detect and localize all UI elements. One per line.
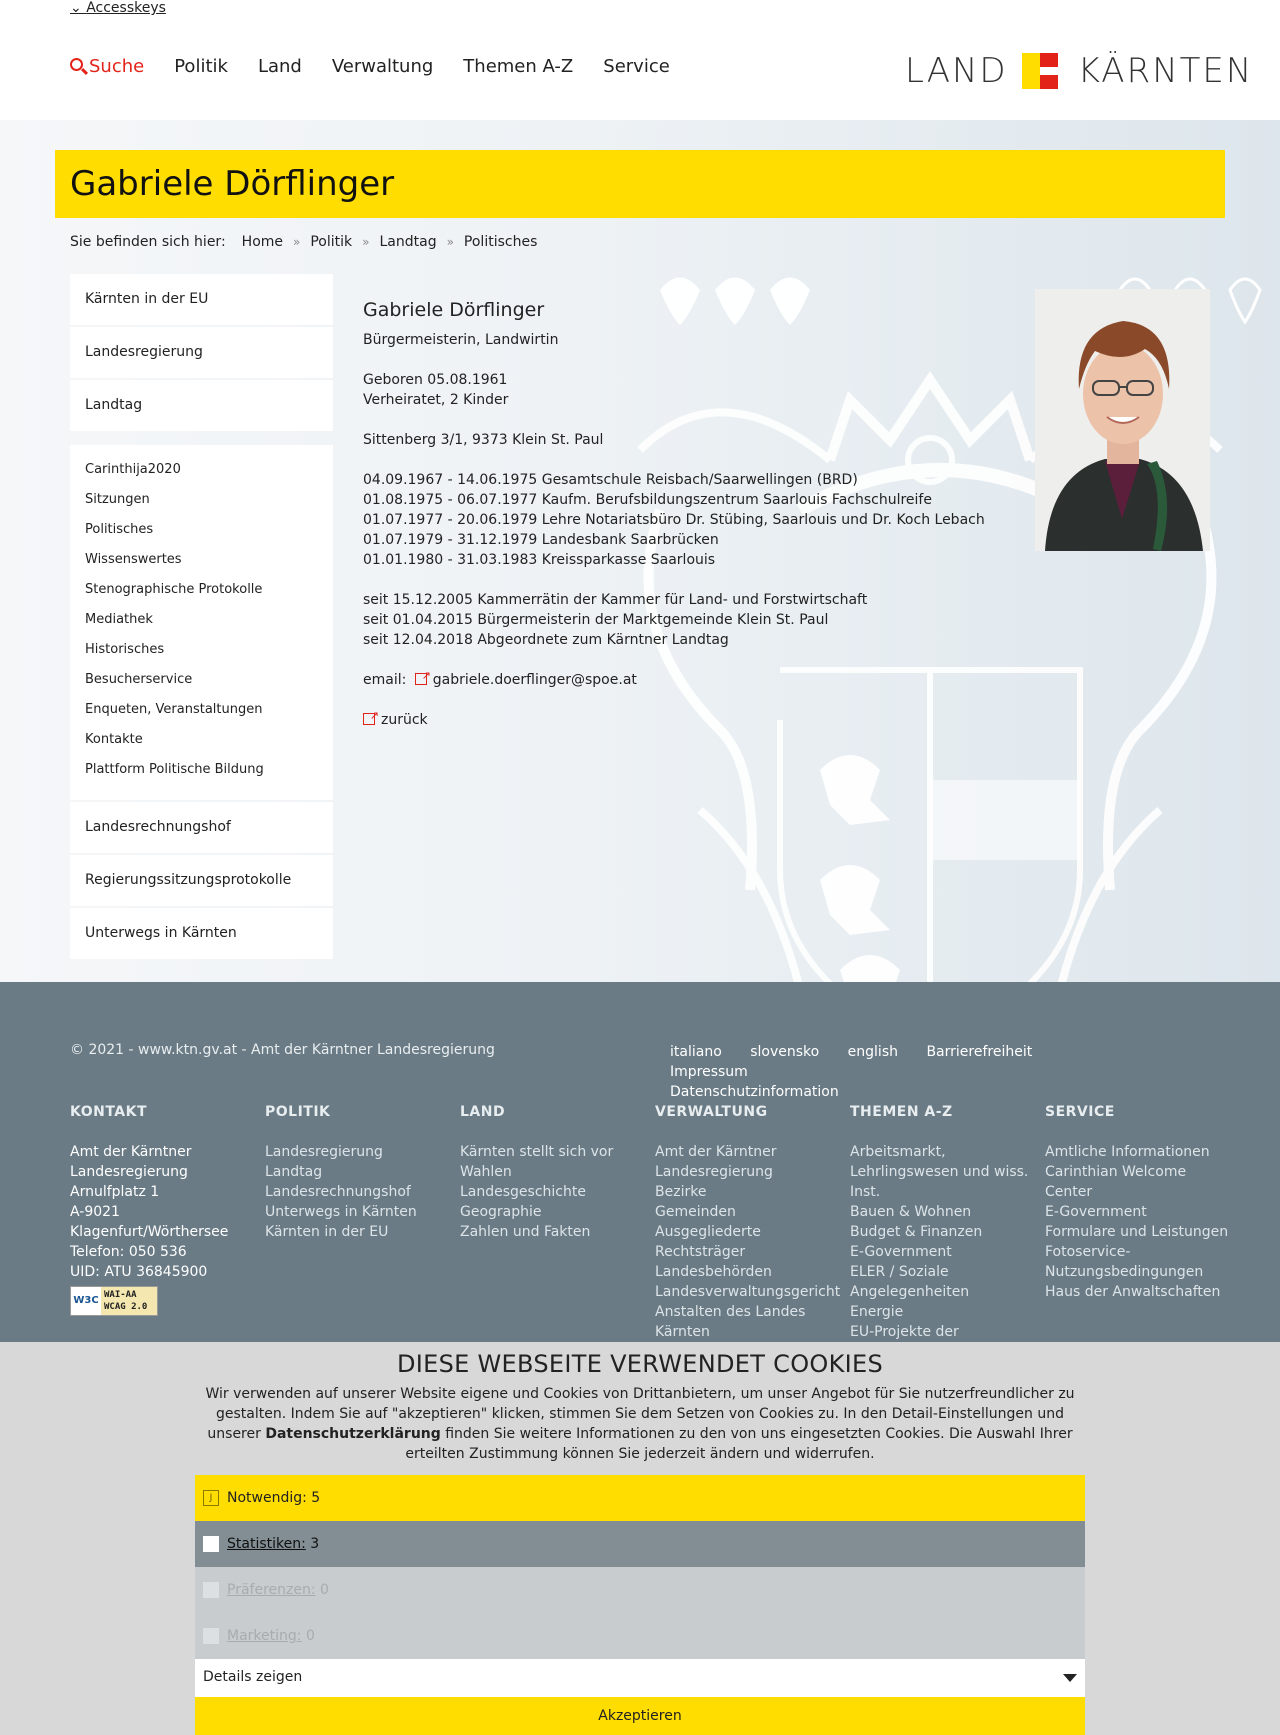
chevron-down-icon: ⌄ xyxy=(70,0,87,16)
footer-column-kontakt xyxy=(70,1102,250,1316)
nav-item-politik[interactable]: Politik xyxy=(174,56,228,77)
footer-link[interactable]: Formulare und Leistungen xyxy=(1045,1224,1229,1240)
footer-link[interactable]: Ausgegliederte Rechtsträger xyxy=(655,1224,761,1260)
footer-link[interactable]: Carinthian Welcome Center xyxy=(1045,1164,1187,1200)
sidebar-item-unterwegs[interactable]: Unterwegs in Kärnten xyxy=(70,908,333,959)
accept-button[interactable]: Akzeptieren xyxy=(195,1697,1085,1735)
footer-link[interactable]: Gemeinden xyxy=(655,1204,736,1220)
profile-name: Gabriele Dörflinger xyxy=(363,299,545,321)
accesskeys-label: Accesskeys xyxy=(86,0,166,16)
external-link-icon xyxy=(363,713,375,725)
breadcrumb-politisches[interactable]: Politisches xyxy=(463,234,538,250)
footer-link[interactable]: Anstalten des Landes Kärnten xyxy=(655,1304,806,1340)
sidebar-subitem-mediathek[interactable]: Mediathek xyxy=(85,612,153,627)
cookie-category-marketing[interactable] xyxy=(195,1613,1085,1659)
cookie-category-label: Statistiken: xyxy=(227,1536,306,1552)
caret-down-icon xyxy=(1063,1674,1077,1682)
nav-search[interactable] xyxy=(70,56,144,77)
footer-link[interactable]: Wahlen xyxy=(460,1164,512,1180)
footer-link-label: Impressum xyxy=(670,1064,748,1080)
footer-link[interactable]: Landesverwaltungsgericht xyxy=(655,1284,841,1300)
footer-link[interactable]: Haus der Anwaltschaften xyxy=(1045,1284,1221,1300)
footer xyxy=(0,982,1280,1342)
office-line: seit 15.12.2005 Kammerrätin der Kammer für Land- und Forstwirtschaft xyxy=(363,592,868,608)
footer-links xyxy=(670,1042,1100,1102)
checkbox-icon[interactable] xyxy=(203,1536,219,1552)
wcag-badge[interactable] xyxy=(70,1286,158,1316)
wai-level: WAI-AA xyxy=(104,1290,137,1300)
email-label: email: xyxy=(363,672,407,688)
logo-flag-icon xyxy=(1022,53,1058,89)
footer-link[interactable]: E-Government xyxy=(850,1244,952,1260)
breadcrumb-prefix: Sie befinden sich hier: xyxy=(70,234,226,250)
footer-link[interactable]: Kärnten in der EU xyxy=(265,1224,389,1240)
page-title-bar xyxy=(55,150,1225,218)
page-title: Gabriele Dörflinger xyxy=(70,164,395,204)
main-navigation xyxy=(70,56,670,77)
office-line: seit 01.04.2015 Bürgermeisterin der Marktgemeinde Klein St. Paul xyxy=(363,612,829,628)
sidebar-subitem-wissenswertes[interactable]: Wissenswertes xyxy=(85,552,182,567)
footer-column-service xyxy=(1045,1102,1235,1302)
footer-link-barrierefreiheit[interactable] xyxy=(926,1044,1044,1060)
external-link-icon xyxy=(415,673,427,685)
footer-text: A-9021 Klagenfurt/Wörthersee xyxy=(70,1204,229,1240)
breadcrumb xyxy=(70,234,537,250)
cookie-category-count: 3 xyxy=(310,1536,320,1552)
sidebar-submenu-landtag xyxy=(70,445,333,800)
logo-word-kaernten: KÄRNTEN xyxy=(1077,51,1254,91)
footer-heading: VERWALTUNG xyxy=(655,1104,768,1120)
sidebar-subitem-protokolle[interactable]: Stenographische Protokolle xyxy=(85,582,263,597)
career-line: 01.07.1977 - 20.06.1979 Lehre Notariatsbüro Dr. Stübing, Saarlouis und Dr. Koch Lebach xyxy=(363,512,985,528)
logo-word-land: LAND xyxy=(905,51,1008,91)
email-address: gabriele.doerflinger@spoe.at xyxy=(432,672,637,688)
cookie-category-notwendig[interactable] xyxy=(195,1475,1085,1521)
back-link[interactable] xyxy=(363,712,428,728)
footer-heading: LAND xyxy=(460,1104,506,1120)
footer-link[interactable]: Landesrechnungshof xyxy=(265,1184,411,1200)
footer-link[interactable]: Arbeitsmarkt, Lehrlingswesen und wiss. Inst. xyxy=(850,1144,1029,1200)
footer-link[interactable]: Kärnten stellt sich vor xyxy=(460,1144,614,1160)
cookie-category-praeferenzen[interactable] xyxy=(195,1567,1085,1613)
sidebar-item-kaernten-eu[interactable]: Kärnten in der EU xyxy=(70,274,333,325)
footer-link[interactable]: Geographie xyxy=(460,1204,542,1220)
footer-link[interactable]: Fotoservice-Nutzungsbedingungen xyxy=(1045,1244,1204,1280)
sidebar-subitem-historisches[interactable]: Historisches xyxy=(85,642,165,657)
footer-text: Arnulfplatz 1 xyxy=(70,1184,160,1200)
profile-address: Sittenberg 3/1, 9373 Klein St. Paul xyxy=(363,432,604,448)
nav-item-themen[interactable]: Themen A-Z xyxy=(463,56,574,77)
footer-copyright: © 2021 - www.ktn.gv.at - Amt der Kärntner Landesregierung xyxy=(70,1042,495,1058)
footer-link[interactable]: Energie xyxy=(850,1304,904,1320)
details-label: Details zeigen xyxy=(203,1669,303,1685)
footer-heading: POLITIK xyxy=(265,1104,331,1120)
footer-link-label: Datenschutzinformation xyxy=(670,1084,839,1100)
footer-column-verwaltung xyxy=(655,1102,841,1342)
footer-link-label: italiano xyxy=(670,1044,722,1060)
career-line: 01.08.1975 - 06.07.1977 Kaufm. Berufsbildungszentrum Saarlouis Fachschulreife xyxy=(363,492,932,508)
profile-content xyxy=(363,300,1023,750)
profile-portrait xyxy=(1035,289,1210,551)
profile-email xyxy=(363,670,1023,690)
sidebar-subitem-kontakte[interactable]: Kontakte xyxy=(85,732,143,747)
footer-link[interactable]: Bauen & Wohnen xyxy=(850,1204,972,1220)
footer-link-label: slovensko xyxy=(750,1044,820,1060)
nav-search-label: Suche xyxy=(89,56,145,77)
sidebar-subitem-besucherservice[interactable]: Besucherservice xyxy=(85,672,193,687)
cookie-category-count: 0 xyxy=(320,1582,329,1598)
chevron-right-icon: » xyxy=(293,235,301,249)
sidebar-item-protokolle[interactable]: Regierungssitzungsprotokolle xyxy=(70,855,333,906)
office-line: seit 12.04.2018 Abgeordnete zum Kärntner Landtag xyxy=(363,632,729,648)
footer-link[interactable]: Landesbehörden xyxy=(655,1264,772,1280)
profile-born: Geboren 05.08.1961 xyxy=(363,372,508,388)
sidebar-subitem-sitzungen[interactable]: Sitzungen xyxy=(85,492,150,507)
profile-career xyxy=(363,470,1023,570)
footer-link[interactable]: ELER / Soziale Angelegenheiten xyxy=(850,1264,970,1300)
privacy-policy-label: Datenschutzerklärung xyxy=(265,1426,441,1442)
sidebar-item-landesregierung[interactable]: Landesregierung xyxy=(70,327,333,378)
breadcrumb-landtag[interactable]: Landtag xyxy=(379,234,437,250)
cookie-category-label: Notwendig: xyxy=(227,1490,307,1506)
footer-heading: KONTAKT xyxy=(70,1104,148,1120)
footer-link[interactable]: Landesregierung xyxy=(265,1144,383,1160)
footer-link[interactable]: Bezirke xyxy=(655,1184,707,1200)
career-line: 01.01.1980 - 31.03.1983 Kreissparkasse Saarlouis xyxy=(363,552,716,568)
sidebar-item-landtag[interactable]: Landtag xyxy=(70,380,333,431)
cookie-category-statistiken[interactable] xyxy=(195,1521,1085,1567)
nav-item-land[interactable]: Land xyxy=(257,56,302,77)
cookie-category-count: 5 xyxy=(311,1490,321,1506)
sidebar-subitem-plattform[interactable]: Plattform Politische Bildung xyxy=(85,762,264,777)
career-line: 04.09.1967 - 14.06.1975 Gesamtschule Reisbach/Saarwellingen (BRD) xyxy=(363,472,858,488)
breadcrumb-home[interactable]: Home xyxy=(241,234,284,250)
footer-link[interactable]: Amt der Kärntner Landesregierung xyxy=(655,1144,777,1180)
footer-text: Amt der Kärntner Landesregierung xyxy=(70,1144,192,1180)
nav-item-service[interactable]: Service xyxy=(603,56,670,77)
accesskeys-link[interactable] xyxy=(70,0,166,16)
sidebar-subitem-enqueten[interactable]: Enqueten, Veranstaltungen xyxy=(85,702,263,717)
footer-link[interactable]: Landtag xyxy=(265,1164,323,1180)
profile-offices xyxy=(363,590,1023,650)
footer-link-impressum[interactable] xyxy=(670,1064,760,1080)
footer-column-politik xyxy=(265,1102,445,1242)
footer-column-themen xyxy=(850,1102,1030,1342)
footer-link[interactable]: Landesgeschichte xyxy=(460,1184,586,1200)
sidebar xyxy=(70,274,333,961)
sidebar-item-landesrechnungshof[interactable]: Landesrechnungshof xyxy=(70,802,333,853)
cookie-category-label: Marketing: xyxy=(227,1628,302,1644)
details-dropdown[interactable] xyxy=(195,1659,1085,1697)
footer-text: Telefon: 050 536 xyxy=(70,1244,187,1260)
sidebar-subitem-carinthija[interactable]: Carinthija2020 xyxy=(85,462,181,477)
footer-heading: THEMEN A-Z xyxy=(850,1104,953,1120)
footer-column-land xyxy=(460,1102,640,1242)
chevron-right-icon: » xyxy=(362,235,370,249)
footer-link[interactable]: Amtliche Informationen xyxy=(1045,1144,1210,1160)
sidebar-subitem-politisches[interactable]: Politisches xyxy=(85,522,154,537)
profile-personal xyxy=(363,370,1023,410)
land-kaernten-logo[interactable] xyxy=(905,52,1253,90)
email-link[interactable] xyxy=(411,672,637,688)
cookie-desc-part: finden Sie weitere Informationen zu den von uns eingesetzten Cookies. Die Auswahl Ihrer erteilten Zustimmung können Sie jederzeit ändern und widerrufen. xyxy=(405,1426,1073,1462)
checkbox-checked-icon: J xyxy=(203,1490,219,1506)
search-icon xyxy=(70,58,83,71)
wcag-version: WCAG 2.0 xyxy=(104,1302,148,1312)
footer-link[interactable]: Budget & Finanzen xyxy=(850,1224,983,1240)
privacy-policy-link[interactable] xyxy=(265,1426,440,1442)
profile-family: Verheiratet, 2 Kinder xyxy=(363,392,509,408)
breadcrumb-politik[interactable]: Politik xyxy=(310,234,353,250)
chevron-right-icon: » xyxy=(446,235,454,249)
footer-link-label: english xyxy=(847,1044,898,1060)
w3c-logo: W3C xyxy=(71,1287,101,1315)
cookie-banner xyxy=(0,1342,1280,1735)
cookie-desc-part: Wir verwenden auf unserer Website eigene und Cookies von Drittanbietern, um unser Angebot für Sie nutzerfreundlicher zu gestalten. Indem Sie auf "akzeptieren" klicken, stimmen Sie dem Setzen von Cookies zu. In den Detail-Einstellungen und unserer xyxy=(205,1386,1075,1442)
footer-link[interactable]: Zahlen und Fakten xyxy=(460,1224,591,1240)
checkbox-icon[interactable] xyxy=(203,1582,219,1598)
cookie-title: DIESE WEBSEITE VERWENDET COOKIES xyxy=(396,1350,884,1378)
footer-text: UID: ATU 36845900 xyxy=(70,1264,208,1280)
footer-link-english[interactable] xyxy=(848,1044,910,1060)
footer-link[interactable]: Unterwegs in Kärnten xyxy=(265,1204,417,1220)
nav-item-verwaltung[interactable]: Verwaltung xyxy=(331,56,434,77)
footer-heading: SERVICE xyxy=(1045,1104,1115,1120)
footer-link[interactable]: E-Government xyxy=(1045,1204,1147,1220)
profile-role: Bürgermeisterin, Landwirtin xyxy=(363,332,559,348)
cookie-category-label: Präferenzen: xyxy=(227,1582,316,1598)
footer-link-label: Barrierefreiheit xyxy=(926,1044,1033,1060)
back-label: zurück xyxy=(381,712,428,728)
cookie-category-count: 0 xyxy=(305,1628,315,1644)
checkbox-icon[interactable] xyxy=(203,1628,219,1644)
footer-link-italiano[interactable] xyxy=(670,1044,734,1060)
cookie-description xyxy=(195,1384,1085,1464)
footer-link-datenschutz[interactable] xyxy=(670,1084,851,1100)
career-line: 01.07.1979 - 31.12.1979 Landesbank Saarbrücken xyxy=(363,532,719,548)
footer-link[interactable]: EU-Projekte der xyxy=(850,1324,959,1340)
footer-link-slovensko[interactable] xyxy=(750,1044,831,1060)
